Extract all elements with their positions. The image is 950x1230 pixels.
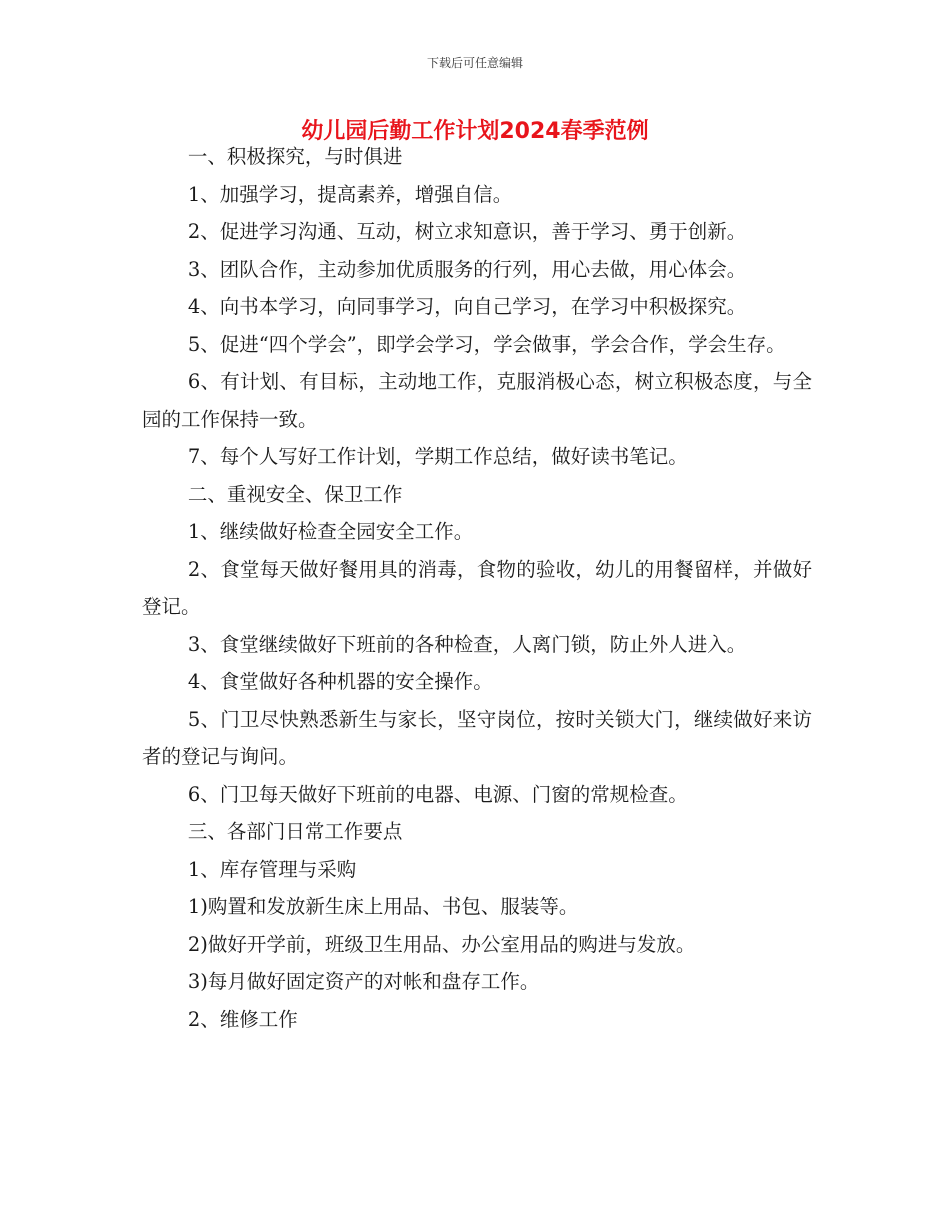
paragraph: 7、每个人写好工作计划，学期工作总结，做好读书笔记。 bbox=[187, 445, 688, 468]
paragraph: 1、加强学习，提高素养，增强自信。 bbox=[187, 182, 513, 206]
paragraph: 1、库存管理与采购 bbox=[187, 857, 357, 881]
paragraph: 4、食堂做好各种机器的安全操作。 bbox=[187, 670, 493, 693]
paragraph: 2)做好开学前，班级卫生用品、办公室用品的购进与发放。 bbox=[187, 932, 696, 956]
document-body bbox=[142, 138, 812, 1038]
paragraph: 1、继续做好检查全园安全工作。 bbox=[187, 520, 474, 543]
paragraph: 6、门卫每天做好下班前的电器、电源、门窗的常规检查。 bbox=[187, 782, 688, 806]
section-heading: 一、积极探究，与时俱进 bbox=[187, 145, 403, 168]
paragraph: 2、促进学习沟通、互动，树立求知意识，善于学习、勇于创新。 bbox=[187, 220, 747, 243]
paragraph: 3、食堂继续做好下班前的各种检查，人离门锁，防止外人进入。 bbox=[187, 632, 747, 656]
paragraph: 2、维修工作 bbox=[187, 1007, 298, 1031]
paragraph: 3、团队合作，主动参加优质服务的行列，用心去做，用心体会。 bbox=[187, 257, 747, 281]
section-heading: 三、各部门日常工作要点 bbox=[187, 820, 403, 843]
paragraph: 4、向书本学习，向同事学习，向自己学习，在学习中积极探究。 bbox=[187, 295, 747, 318]
section-heading: 二、重视安全、保卫工作 bbox=[187, 482, 403, 506]
paragraph: 5、门卫尽快熟悉新生与家长，坚守岗位，按时关锁大门，继续做好来访者的登记与询问。 bbox=[142, 707, 812, 768]
paragraph: 5、促进“四个学会”，即学会学习，学会做事，学会合作，学会生存。 bbox=[187, 332, 786, 356]
header-note: 下载后可任意编辑 bbox=[426, 56, 523, 70]
paragraph: 1)购置和发放新生床上用品、书包、服装等。 bbox=[187, 895, 579, 918]
paragraph: 6、有计划、有目标，主动地工作，克服消极心态，树立积极态度，与全园的工作保持一致。 bbox=[142, 370, 812, 431]
paragraph: 3)每月做好固定资产的对帐和盘存工作。 bbox=[187, 970, 540, 993]
document-title: 幼儿园后勤工作计划2024春季范例 bbox=[301, 119, 649, 144]
paragraph: 2、食堂每天做好餐用具的消毒，食物的验收，幼儿的用餐留样，并做好登记。 bbox=[142, 557, 812, 618]
